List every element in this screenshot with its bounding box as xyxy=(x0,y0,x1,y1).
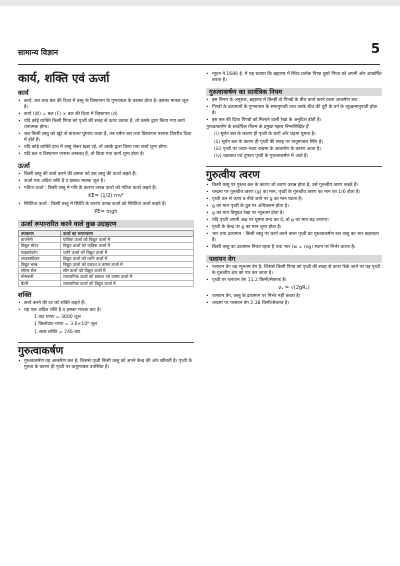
list-item: (iv) चक्रवात एवं तूफान पृथ्वी के गुरुत्वाकर्षण में आते हैं। xyxy=(214,153,309,159)
header-divider xyxy=(18,64,380,65)
escape-formula: vₑ = √(2gRₑ) xyxy=(278,285,310,292)
page-header xyxy=(18,42,380,62)
table-cell: रासायनिक ऊर्जा को प्रकाश एवं ऊष्मा ऊर्जा में xyxy=(61,274,194,280)
escape-list xyxy=(206,265,382,284)
power-list xyxy=(18,301,194,314)
subject-title: सामान्य विज्ञान xyxy=(18,48,59,57)
work-heading: कार्य xyxy=(18,89,29,97)
list-item: • ऊर्जा एक अदिश राशि है व इसका मात्रक जूल है। xyxy=(18,179,194,185)
list-item: • गतिज ऊर्जा : किसी वस्तु में गति के कारण उत्पन्न ऊर्जा को गतिज ऊर्जा कहते हैं। xyxy=(18,186,194,192)
table-heading: ऊर्जा रूपान्तरित करने वाले कुछ उदाहरण xyxy=(18,220,194,228)
table-cell: माइक्रोफोन xyxy=(19,249,61,255)
table-header: उपकरण xyxy=(19,230,61,236)
list-item: • भार तथा द्रव्यमान : किसी वस्तु पर कार्य करने वाला पृथ्वी का गुरुत्वाकर्षण बल वस्तु का भार कहलाता है। xyxy=(206,232,382,244)
acceleration-heading: गुरुत्वीय त्वरण xyxy=(206,166,382,181)
list-item: • यदि कोई व्यक्ति किसी पिण्ड को पृथ्वी की सतह से ऊपर उठाता है, तो उसके द्वारा किया गया कार्य धनात्मक होगा। xyxy=(18,119,194,131)
table-cell: विद्युत मोटर xyxy=(19,243,61,249)
energy-table xyxy=(18,230,194,287)
newton-list xyxy=(206,72,382,84)
list-item: • स्थितिज ऊर्जा : किसी वस्तु में स्थिति के कारण उत्पन्न ऊर्जा को स्थितिज ऊर्जा कहते हैं। xyxy=(18,202,194,208)
table-cell: ध्वनि ऊर्जा को विद्युत ऊर्जा में xyxy=(61,249,194,255)
list-item: • इस बल की दिशा पिण्डों को मिलाने वाली रेखा के अनुदिश होती है। xyxy=(206,118,382,124)
escape-list-2 xyxy=(206,294,382,307)
power-heading: शक्ति xyxy=(18,290,32,299)
table-cell: डायनेमो xyxy=(19,237,61,243)
table-header: ऊर्जा का रूपान्तरण xyxy=(61,230,194,236)
power-unit: 1 अश्व शक्ति = 746 वाट xyxy=(34,329,81,335)
page-number: 5 xyxy=(370,42,380,57)
table-cell: बैटरी xyxy=(19,280,61,286)
list-item: • पिण्डों के द्रव्यमानों के गुणनफल के समानुपाती तथा उनके बीच की दूरी के वर्ग के व्युत्क्रमानुपाती होता है। xyxy=(206,105,382,117)
table-cell: सोलर सेल xyxy=(19,268,61,274)
power-unit: 1 किलोवाट-घण्टा = 3.6×10⁶ जूल xyxy=(34,322,98,328)
list-item: • पलायन वेग, वस्तु के द्रव्यमान पर निर्भर नहीं करता है। xyxy=(206,294,382,300)
list-item: • किसी वस्तु का द्रव्यमान नियत रहता है तथा भार (w = mg) स्थान पर निर्भर करता है। xyxy=(206,245,382,251)
gravitation-heading: गुरुत्वाकर्षण xyxy=(18,342,194,357)
table-cell: विद्युत बल्ब xyxy=(19,261,61,267)
law-list xyxy=(206,98,382,124)
energy-heading: ऊर्जा xyxy=(18,162,30,171)
list-item: • पृथ्वी तल से ऊपर व नीचे जाने पर g का मान घटता है। xyxy=(206,197,382,203)
table-cell: विद्युत ऊर्जा को प्रकाश व ऊष्मा ऊर्जा में xyxy=(61,261,194,267)
list-item: (i) सूर्यन बल के कारण ही पृथ्वी के चारों ओर चंद्रमा घूमता है। xyxy=(214,132,316,138)
chapter-title: कार्य, शक्ति एवं ऊर्जा xyxy=(18,71,110,85)
list-item: (ii) सूर्यन बल के कारण ही पृथ्वी की सतह पर वायुमण्डल स्थिर है। xyxy=(214,139,324,145)
gravitation-list xyxy=(18,359,194,371)
list-item: • जब किसी वस्तु को खूंटे से बांधकर घुमाया जाता है, तब घर्षण बल तथा विस्थापन परस्पर विपरीत दिशा में होते हैं। xyxy=(18,132,194,144)
list-item: • यदि पृथ्वी अपनी अक्ष पर घूमना बन्द कर दे, तो g का मान बढ़ जाएगा। xyxy=(206,218,382,224)
list-item: • न्यूटन ने 1686 ई. में यह बताया कि ब्रह्माण्ड में स्थित प्रत्येक पिण्ड दूसरे पिण्ड को अपनी ओर आकर्षित करता है। xyxy=(206,72,382,84)
energy-list xyxy=(18,172,194,192)
acceleration-list xyxy=(206,183,382,252)
list-item: (iii) पृथ्वी पर ज्वार-भाटा चन्द्रमा के आकर्षण के कारण आता है। xyxy=(214,146,322,152)
escape-heading: पलायन वेग xyxy=(206,255,382,263)
table-cell: विद्युत ऊर्जा को ध्वनि ऊर्जा में xyxy=(61,255,194,261)
ke-formula: KE= (1/2) mv² xyxy=(88,193,124,200)
list-item: • चन्द्रमा पर पलायन वेग 2.38 किमी/सेकण्ड है। xyxy=(206,301,382,307)
list-item: • यदि कोई व्यक्ति हाथ में वस्तु लेकर खड़ा रहे, तो उसके द्वारा किया गया कार्य शून्य होगा। xyxy=(18,145,194,151)
law-subheading: गुरुत्वाकर्षण के सार्वत्रिक नियम के प्रमुख महत्व निम्नलिखित हैं xyxy=(206,125,309,130)
list-item: • गुरुत्वाकर्षण वह आकर्षण बल है, जिससे पृथ्वी किसी वस्तु को अपने केन्द्र की ओर खींचती है। पृथ्वी के गुरुत्व के कारण ही पृथ्वी पर वायुमण्डल उपस्थित है। xyxy=(18,359,194,371)
table-cell: रासायनिक ऊर्जा को विद्युत ऊर्जा में xyxy=(61,280,194,286)
power-units xyxy=(18,315,194,336)
table-cell: मोमबत्ती xyxy=(19,274,61,280)
list-item: • यदि बल व विस्थापन परस्पर लम्बवत् हैं, तो किया गया कार्य शून्य होता है। xyxy=(18,152,194,158)
left-column xyxy=(18,72,194,372)
power-unit: 1 वाट घण्टा = 3600 जूल xyxy=(34,314,81,320)
table-cell: लाउडस्पीकर xyxy=(19,255,61,261)
list-item: • चन्द्रमा पर गुरुत्वीय त्वरण (g) का मान, पृथ्वी के गुरुत्वीय त्वरण का मान का 1/6 होता है। xyxy=(206,190,382,196)
work-list xyxy=(18,99,194,158)
list-item: • पृथ्वी पर पलायन वेग 11.2 किमी/सेकण्ड है। xyxy=(206,278,382,284)
pe-list xyxy=(18,202,194,208)
table-cell: यांत्रिक ऊर्जा को विद्युत ऊर्जा में xyxy=(61,237,194,243)
law-sublist xyxy=(206,132,382,159)
list-item: • g का मान पृथ्वी के ध्रुव पर अधिकतम होता है। xyxy=(206,204,382,210)
table-cell: सौर ऊर्जा को विद्युत ऊर्जा में xyxy=(61,268,194,274)
top-strip xyxy=(0,0,400,6)
law-heading: गुरुत्वाकर्षण का सार्वत्रिक नियम xyxy=(206,88,382,96)
list-item: • किसी वस्तु पर गुरुत्व बल के कारण जो त्वरण उत्पन्न होता है, उसे गुरुत्वीय त्वरण कहते हैं। xyxy=(206,183,382,189)
list-item: • पृथ्वी के केन्द्र पर g का मान शून्य होता है। xyxy=(206,225,382,231)
table-cell: विद्युत ऊर्जा को यांत्रिक ऊर्जा में xyxy=(61,243,194,249)
pe-formula: PE= mgh xyxy=(94,209,118,215)
table-row xyxy=(19,280,194,286)
list-item: • इस नियम के अनुसार, ब्रह्माण्ड में किन्हीं दो पिण्डों के बीच कार्य करने वाला आकर्षण बल xyxy=(206,98,382,104)
list-item: • पलायन वेग वह न्यूनतम वेग है, जिससे किसी पिण्ड को पृथ्वी की सतह से ऊपर फेंके जाने पर वह पृथ्वी के गुरुत्वीय क्षेत्र को पार कर जाता है। xyxy=(206,265,382,277)
list-item: • g का मान विषुवत रेखा पर न्यूनतम होता है। xyxy=(206,211,382,217)
list-item: • यह एक अदिश राशि है व इसका मात्रक वाट है। xyxy=(18,308,194,314)
list-item: • कार्य (W) = बल (F) × बल की दिशा में विस्थापन (d) xyxy=(18,112,194,118)
right-column xyxy=(206,72,382,308)
list-item: • किसी वस्तु की कार्य करने की क्षमता को उस वस्तु की ऊर्जा कहते हैं। xyxy=(18,172,194,178)
list-item: • कार्य करने की दर को शक्ति कहते हैं। xyxy=(18,301,194,307)
list-item: • कार्य, बल तथा बल की दिशा में वस्तु के विस्थापन के गुणनफल के बराबर होता है। इसका मात्रक जूल है। xyxy=(18,99,194,111)
